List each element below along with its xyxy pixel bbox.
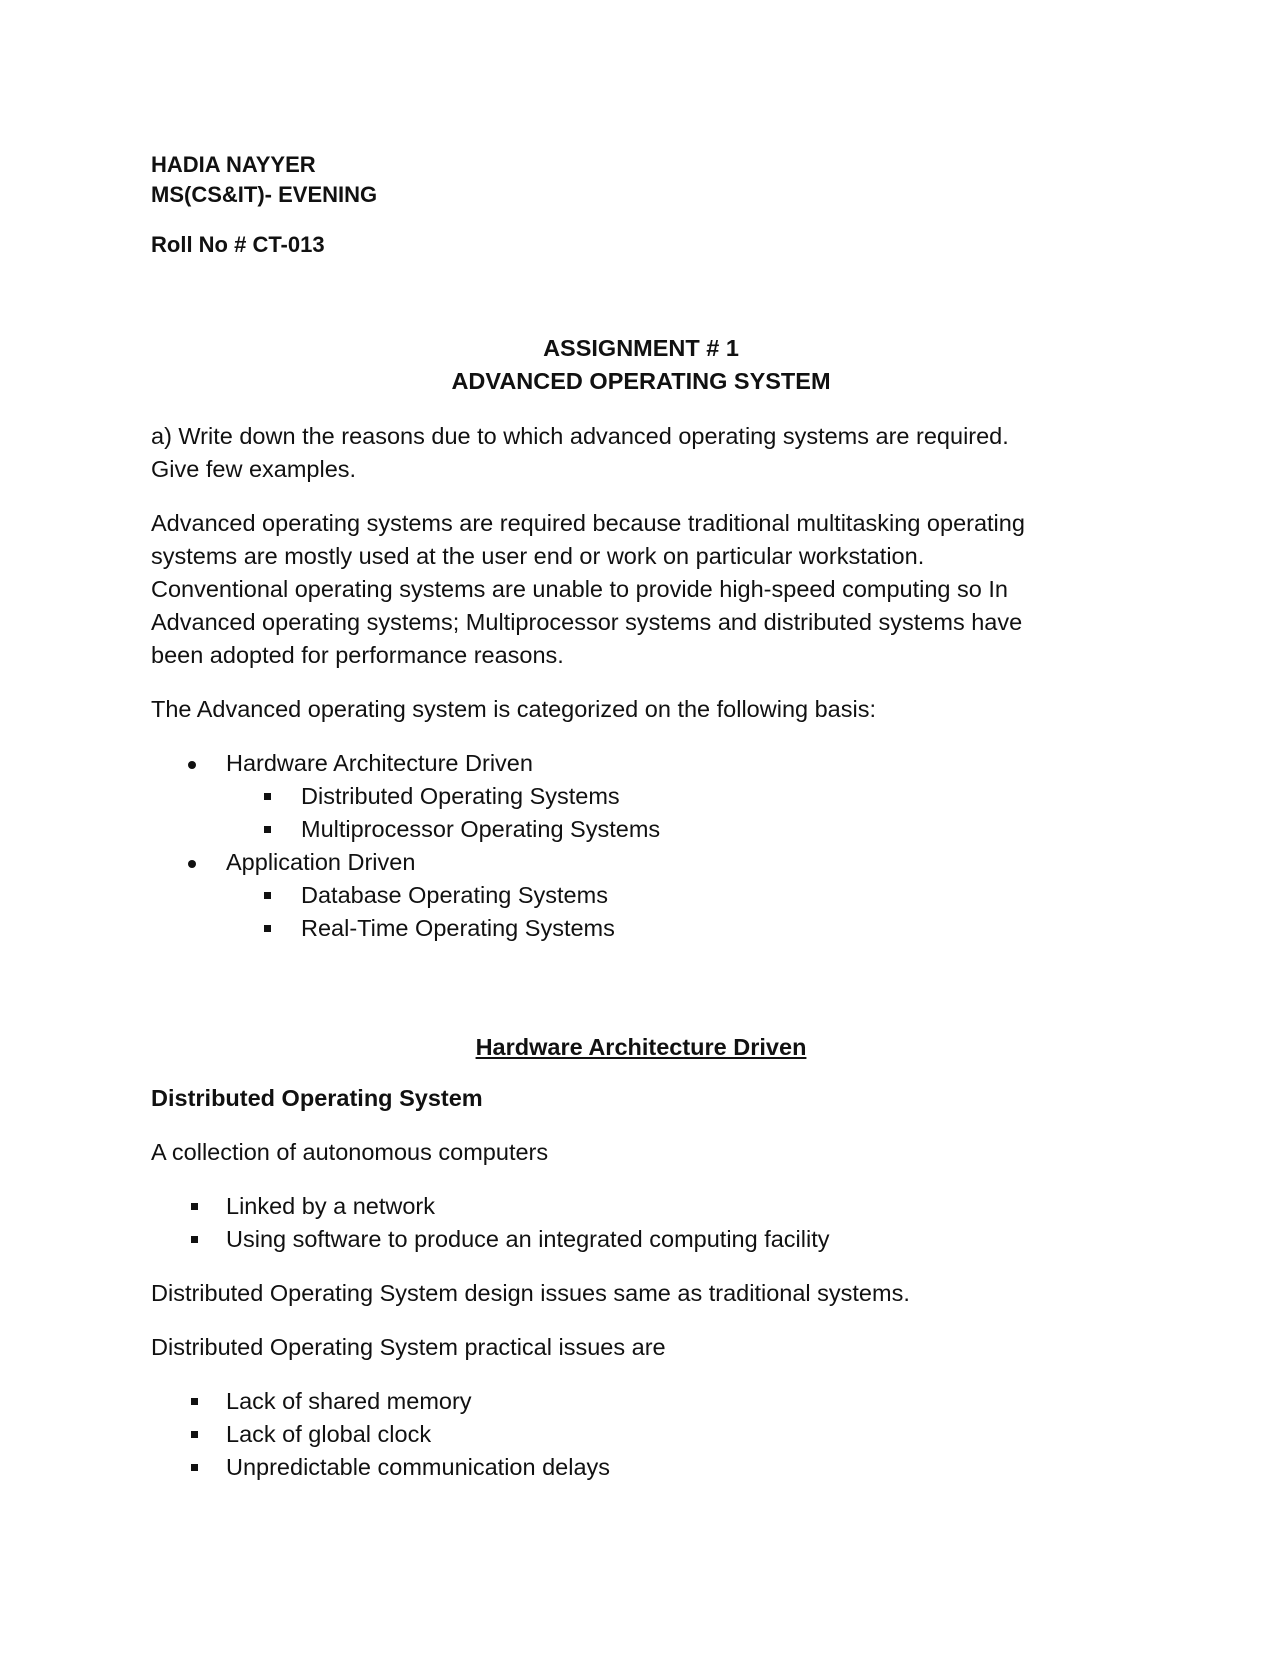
- sub-item-label: Distributed Operating Systems: [301, 783, 620, 809]
- practical-issues-list: [151, 1385, 1131, 1484]
- list-item: [151, 1190, 1131, 1223]
- list-item: [226, 912, 1131, 945]
- answer-line: Advanced operating systems are required because traditional multitasking operating: [151, 510, 1025, 536]
- student-name: HADIA NAYYER: [151, 152, 316, 177]
- answer-line: been adopted for performance reasons.: [151, 642, 564, 668]
- section-heading: Hardware Architecture Driven: [475, 1034, 807, 1060]
- category-list: [151, 747, 1131, 945]
- section-intro: A collection of autonomous computers: [151, 1139, 549, 1165]
- student-program: MS(CS&IT)- EVENING: [151, 182, 378, 207]
- categorized-intro: The Advanced operating system is categorized on the following basis:: [151, 696, 877, 722]
- category-label: Hardware Architecture Driven: [226, 750, 533, 776]
- list-item-label: Linked by a network: [226, 1193, 436, 1219]
- bullet-square-icon: [191, 1203, 198, 1210]
- sub-item-label: Multiprocessor Operating Systems: [301, 816, 661, 842]
- assignment-number: ASSIGNMENT # 1: [543, 335, 739, 361]
- category-label: Application Driven: [226, 849, 416, 875]
- list-item: [226, 813, 1131, 846]
- question-line: Give few examples.: [151, 456, 357, 482]
- sub-list: [226, 780, 1131, 846]
- sub-item-label: Real-Time Operating Systems: [301, 915, 615, 941]
- list-item-label: Using software to produce an integrated computing facility: [226, 1226, 830, 1252]
- list-item: [226, 780, 1131, 813]
- list-item: [151, 1451, 1131, 1484]
- subsection-heading: Distributed Operating System: [151, 1085, 483, 1111]
- list-item: [151, 846, 1131, 945]
- bullet-square-icon: [264, 826, 271, 833]
- answer-paragraph: [151, 507, 1131, 672]
- bullet-square-icon: [264, 925, 271, 932]
- bullet-square-icon: [191, 1398, 198, 1405]
- course-title: ADVANCED OPERATING SYSTEM: [451, 368, 831, 394]
- bullet-square-icon: [191, 1236, 198, 1243]
- answer-line: Advanced operating systems; Multiprocessor systems and distributed systems have: [151, 609, 1023, 635]
- list-item: [151, 747, 1131, 846]
- intro-list: [151, 1190, 1131, 1256]
- design-issues-text: Distributed Operating System design issues same as traditional systems.: [151, 1280, 910, 1306]
- bullet-square-icon: [264, 793, 271, 800]
- list-item: [151, 1418, 1131, 1451]
- roll-number: Roll No # CT-013: [151, 232, 325, 257]
- sub-item-label: Database Operating Systems: [301, 882, 608, 908]
- bullet-dot-icon: [188, 860, 196, 868]
- document-content: [151, 150, 1131, 1484]
- list-item: [151, 1385, 1131, 1418]
- bullet-square-icon: [264, 892, 271, 899]
- answer-line: systems are mostly used at the user end or work on particular workstation.: [151, 543, 925, 569]
- list-item: [226, 879, 1131, 912]
- list-item-label: Lack of global clock: [226, 1421, 432, 1447]
- list-item: [151, 1223, 1131, 1256]
- assignment-title: [151, 332, 1131, 398]
- bullet-dot-icon: [188, 761, 196, 769]
- list-item-label: Lack of shared memory: [226, 1388, 472, 1414]
- answer-line: Conventional operating systems are unable to provide high-speed computing so In: [151, 576, 1008, 602]
- bullet-square-icon: [191, 1464, 198, 1471]
- question-line: a) Write down the reasons due to which advanced operating systems are required.: [151, 423, 1009, 449]
- sub-list: [226, 879, 1131, 945]
- bullet-square-icon: [191, 1431, 198, 1438]
- question-a: [151, 420, 1131, 486]
- list-item-label: Unpredictable communication delays: [226, 1454, 611, 1480]
- practical-issues-intro: Distributed Operating System practical issues are: [151, 1334, 666, 1360]
